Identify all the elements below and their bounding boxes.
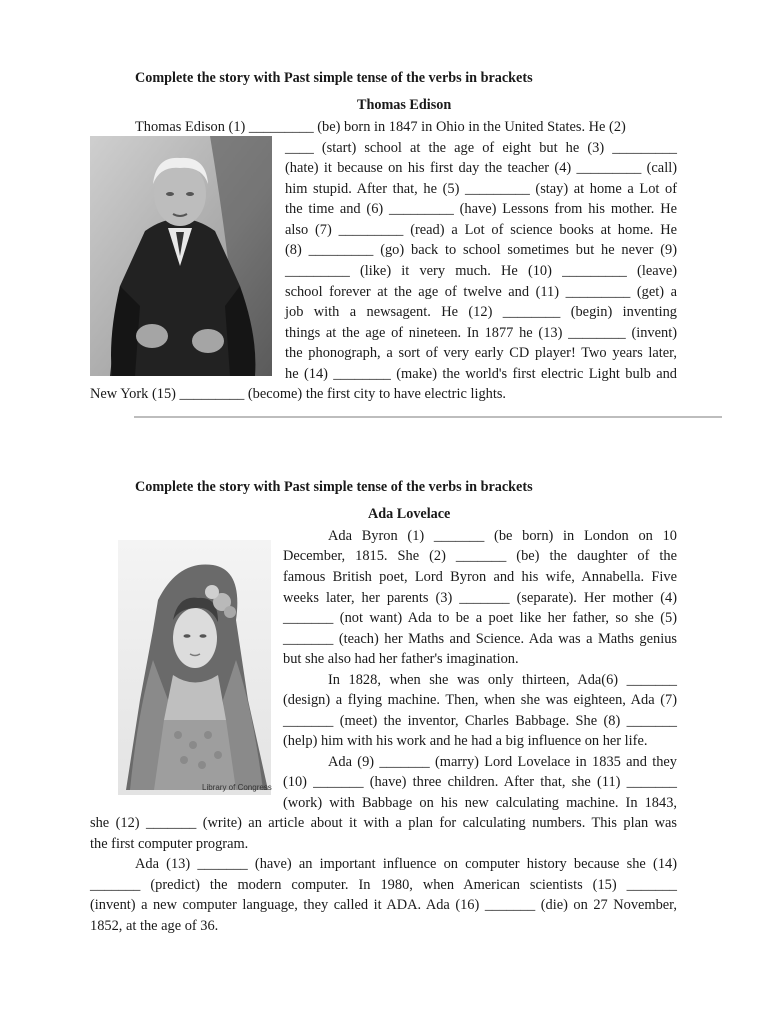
lovelace-line-9: (design) a flying machine. Then, when she was eighteen, Ada (7): [283, 692, 677, 708]
lovelace-line-15: she (12) _______ (write) an article about it with a plan for calculating numbers. This plan was: [90, 815, 677, 831]
edison-line-12: the phonograph, a sort of very early CD player! Two years later,: [285, 345, 677, 361]
lovelace-line-1: Ada Byron (1) _______ (be born) in London on 10: [328, 528, 677, 544]
edison-line-4: him stupid. After that, he (5) _________ (stay) at home a Lot of: [285, 181, 677, 197]
lovelace-line-16: the first computer program.: [90, 836, 249, 852]
lovelace-line-20: 1852, at the age of 36.: [90, 918, 219, 934]
edison-line-2: ____ (start) school at the age of eight but he (3) _________: [285, 140, 677, 156]
lovelace-photo: [118, 540, 271, 795]
lovelace-instruction: Complete the story with Past simple tense of the verbs in brackets: [135, 479, 533, 495]
edison-line-1: Thomas Edison (1) _________ (be) born in 1847 in Ohio in the United States. He (2): [135, 119, 626, 135]
edison-line-3: (hate) it because on his first day the teacher (4) _________ (call): [285, 160, 677, 176]
lovelace-line-10: _______ (meet) the inventor, Charles Babbage. She (8) _______: [283, 713, 677, 729]
lovelace-line-4: weeks later, her parents (3) _______ (separate). Her mother (4): [283, 590, 677, 606]
lovelace-line-18: _______ (predict) the modern computer. In 1980, when American scientists (15) _______: [90, 877, 677, 893]
edison-line-8: _________ (like) it very much. He (10) _________ (leave): [285, 263, 677, 279]
edison-line-11: things at the age of nineteen. In 1877 he (13) ________ (invent): [285, 325, 677, 341]
lovelace-line-3: famous British poet, Lord Byron and his wife, Annabella. Five: [283, 569, 677, 585]
edison-line-10: job with a newsagent. He (12) ________ (begin) inventing: [285, 304, 677, 320]
lovelace-line-7: but she also had her father's imagination.: [283, 651, 519, 667]
edison-line-7: (8) _________ (go) back to school sometimes but he never (9): [285, 242, 677, 258]
edison-line-6: also (7) _________ (read) a Lot of science books at home. He: [285, 222, 677, 238]
edison-line-9: school forever at the age of twelve and (11) _________ (get) a: [285, 284, 677, 300]
lovelace-line-19: (invent) a new computer language, they called it ADA. Ada (16) _______ (die) on 27 November,: [90, 897, 677, 913]
edison-line-13: he (14) ________ (make) the world's first electric Light bulb and: [285, 366, 677, 382]
lovelace-title: Ada Lovelace: [368, 506, 451, 522]
lovelace-line-11: (help) him with his work and he had a big influence on her life.: [283, 733, 648, 749]
edison-line-14: New York (15) _________ (become) the first city to have electric lights.: [90, 386, 507, 402]
section-divider: [134, 416, 722, 418]
edison-instruction: Complete the story with Past simple tense of the verbs in brackets: [135, 70, 533, 86]
edison-photo: [90, 136, 272, 376]
edison-line-5: the time and (6) _________ (have) Lessons from his mother. He: [285, 201, 677, 217]
lovelace-line-2: December, 1815. She (2) _______ (be) the daughter of the: [283, 548, 677, 564]
lovelace-line-12: Ada (9) _______ (marry) Lord Lovelace in 1835 and they: [328, 754, 677, 770]
lovelace-line-6: _______ (teach) her Maths and Science. Ada was a Maths genius: [283, 631, 677, 647]
lovelace-line-5: _______ (not want) Ada to be a poet like her father, so she (5): [283, 610, 677, 626]
lovelace-line-17: Ada (13) _______ (have) an important influence on computer history because she (14): [135, 856, 677, 872]
lovelace-line-13: (10) _______ (have) three children. After that, she (11) _______: [283, 774, 677, 790]
lovelace-line-14: (work) with Babbage on his new calculating machine. In 1843,: [283, 795, 677, 811]
lovelace-line-8: In 1828, when she was only thirteen, Ada(6) _______: [328, 672, 677, 688]
photo-caption: Library of Congress: [202, 783, 272, 792]
edison-title: Thomas Edison: [357, 97, 452, 113]
